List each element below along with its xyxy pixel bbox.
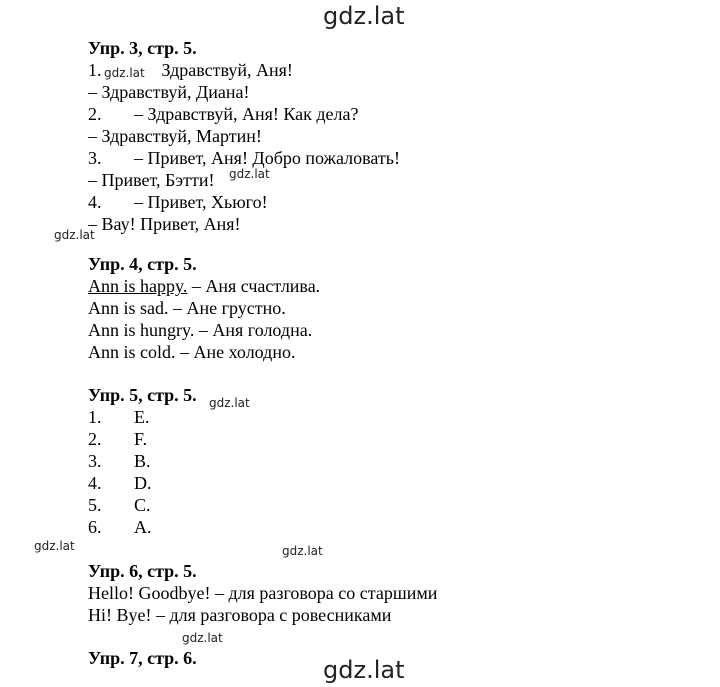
- ex5-answer: [88, 494, 151, 516]
- ex4-line: [88, 341, 295, 363]
- ex5-number: 1.: [88, 407, 102, 427]
- ex5-letter: F.: [134, 429, 148, 449]
- ex7-heading-cropped: [88, 645, 197, 668]
- ex6-line: Hello! Goodbye! – для разговора со старшими: [88, 583, 438, 603]
- ex3-line: [88, 147, 400, 169]
- ex3-line: – Вау! Привет, Аня!: [88, 214, 241, 234]
- watermark-small: gdz.lat: [104, 66, 145, 80]
- ex5-answer: [88, 428, 147, 450]
- watermark-small: gdz.lat: [209, 396, 250, 410]
- ex3-line-number: 1.: [88, 60, 102, 80]
- ex4-russian: – Аня голодна.: [194, 320, 313, 340]
- ex5-letter: C.: [134, 495, 151, 515]
- ex3-line-text: Здравствуй, Аня!: [161, 60, 293, 80]
- ex3-heading: Упр. 3, стр. 5.: [88, 38, 197, 58]
- ex5-letter: B.: [134, 451, 151, 471]
- ex3-line: – Привет, Бэтти!: [88, 170, 215, 190]
- ex3-line-number: 2.: [88, 104, 102, 124]
- ex4-heading: Упр. 4, стр. 5.: [88, 254, 197, 274]
- ex3-line: – Здравствуй, Диана!: [88, 82, 250, 102]
- ex4-english: Ann is hungry.: [88, 320, 195, 340]
- ex5-answer: [88, 450, 151, 472]
- ex4-english: Ann is cold.: [88, 342, 176, 362]
- ex4-line: [88, 297, 286, 319]
- ex4-russian: – Аня счастлива.: [187, 276, 321, 296]
- ex6-line: Hi! Bye! – для разговора с ровесниками: [88, 605, 392, 625]
- ex3-line: [88, 59, 293, 81]
- ex5-number: 6.: [88, 517, 102, 537]
- ex3-line-text: – Привет, Хьюго!: [134, 192, 268, 212]
- ex5-letter: E.: [134, 407, 150, 427]
- ex4-russian: – Ане грустно.: [168, 298, 286, 318]
- watermark-small: gdz.lat: [229, 167, 270, 181]
- ex4-line: [88, 319, 312, 341]
- ex4-english: Ann is sad.: [88, 298, 169, 318]
- watermark-small: gdz.lat: [34, 539, 75, 553]
- ex5-heading: Упр. 5, стр. 5.: [88, 385, 197, 405]
- ex3-line: [88, 103, 359, 125]
- watermark-small: gdz.lat: [182, 631, 223, 645]
- watermark-bottom: gdz.lat: [323, 656, 405, 684]
- ex5-number: 5.: [88, 495, 102, 515]
- ex4-russian: – Ане холодно.: [175, 342, 296, 362]
- ex3-line-text: – Здравствуй, Аня! Как дела?: [134, 104, 359, 124]
- ex5-number: 3.: [88, 451, 102, 471]
- ex5-answer: [88, 472, 152, 494]
- ex5-number: 4.: [88, 473, 102, 493]
- ex4-english: Ann is happy.: [88, 276, 188, 296]
- ex5-letter: D.: [134, 473, 152, 493]
- ex3-line-number: 3.: [88, 148, 102, 168]
- ex3-line: – Здравствуй, Мартин!: [88, 126, 262, 146]
- ex4-line: [88, 275, 320, 297]
- ex5-number: 2.: [88, 429, 102, 449]
- ex7-heading: Упр. 7, стр. 6.: [88, 648, 197, 668]
- ex3-line-number: 4.: [88, 192, 102, 212]
- ex5-answer: [88, 516, 152, 538]
- watermark-small: gdz.lat: [54, 228, 95, 242]
- watermark-top: gdz.lat: [323, 2, 405, 30]
- watermark-small: gdz.lat: [282, 544, 323, 558]
- ex5-answer: [88, 406, 150, 428]
- ex5-letter: A.: [134, 517, 152, 537]
- ex3-line: [88, 191, 268, 213]
- ex3-line-text: – Привет, Аня! Добро пожаловать!: [134, 148, 400, 168]
- ex6-heading: Упр. 6, стр. 5.: [88, 561, 197, 581]
